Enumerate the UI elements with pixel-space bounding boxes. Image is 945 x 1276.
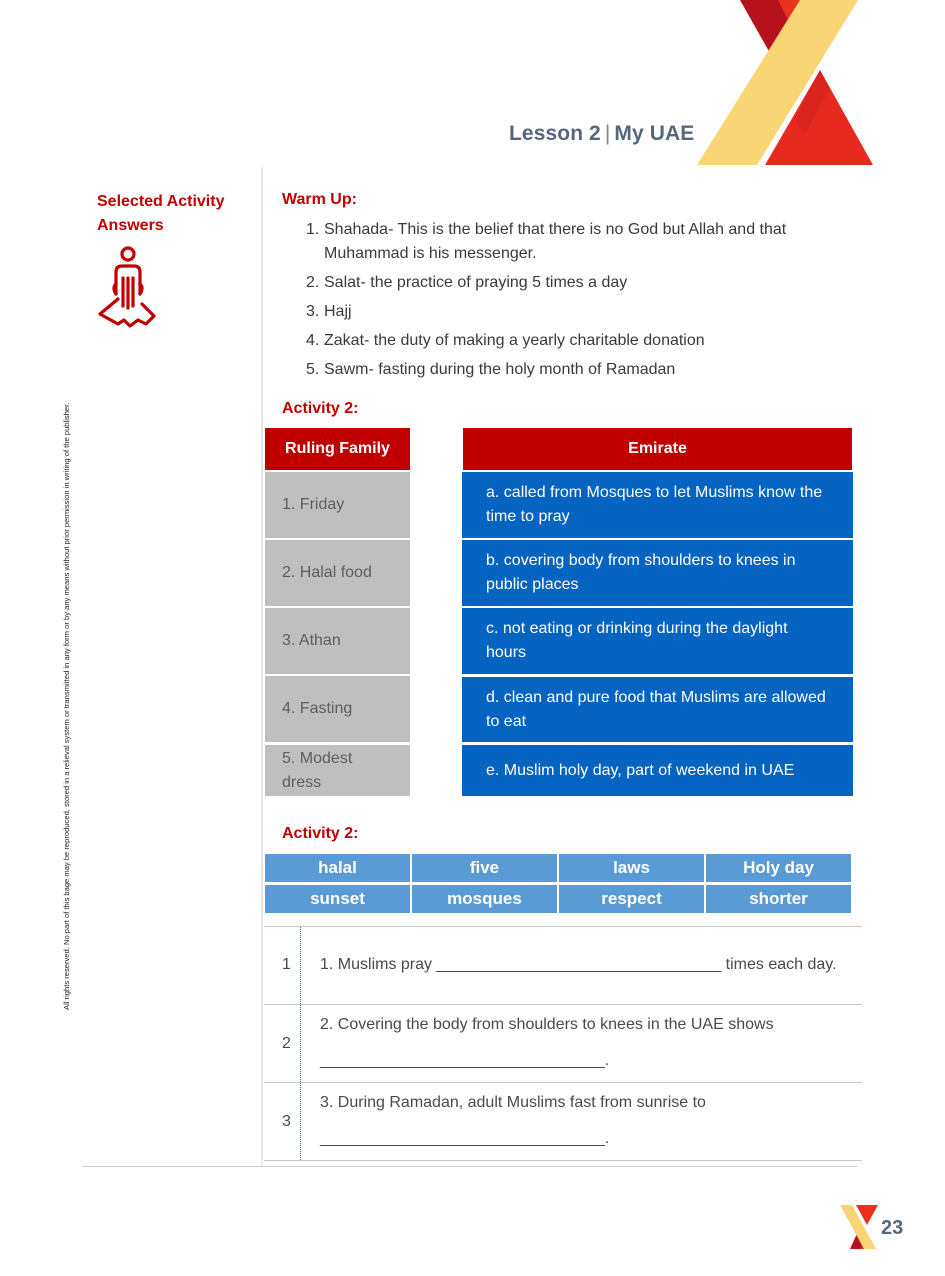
- brand-x-logo: [838, 1205, 883, 1250]
- word-bank-item: five: [412, 854, 557, 882]
- ruling-family-header: Ruling Family: [265, 428, 410, 470]
- answer-blank[interactable]: ________________________________.: [320, 1130, 610, 1147]
- answer-blank[interactable]: ________________________________.: [320, 1052, 610, 1069]
- item-text: Salat- the practice of praying 5 times a day: [324, 274, 628, 291]
- word-bank-item: mosques: [412, 885, 557, 913]
- brand-x-decoration: [690, 0, 890, 170]
- fill-in-row: [264, 1005, 862, 1083]
- fill-in-row: [264, 1083, 862, 1161]
- footer-rule: [82, 1166, 857, 1167]
- item-number: 5.: [306, 361, 320, 378]
- lesson-title: [509, 122, 694, 146]
- margin-line: [300, 927, 301, 1160]
- item-number: 4.: [306, 332, 320, 349]
- fill-in-sentence: 1. Muslims pray ________________________________ times each day.: [320, 956, 837, 973]
- lesson-number: Lesson 2: [509, 122, 601, 145]
- fill-in-sentence: 3. During Ramadan, adult Muslims fast from sunrise to: [320, 1094, 706, 1111]
- match-left-cell: 4. Fasting: [265, 676, 410, 742]
- list-item: [282, 300, 842, 324]
- match-left-cell: 3. Athan: [265, 608, 410, 674]
- match-right-cell: d. clean and pure food that Muslims are allowed to eat: [462, 677, 853, 742]
- fill-in-row: [264, 927, 862, 1005]
- match-right-cell: e. Muslim holy day, part of weekend in UAE: [462, 745, 853, 796]
- word-bank-item: Holy day: [706, 854, 851, 882]
- word-bank-item: sunset: [265, 885, 410, 913]
- match-left-cell: 2. Halal food: [265, 540, 410, 606]
- warm-up-list: [282, 218, 842, 387]
- match-left-cell: 1. Friday: [265, 472, 410, 538]
- item-number: 2.: [306, 274, 320, 291]
- word-bank-item: halal: [265, 854, 410, 882]
- column-divider: [261, 167, 263, 1167]
- match-right-cell: c. not eating or drinking during the daylight hours: [462, 608, 853, 674]
- item-text: Hajj: [324, 303, 352, 320]
- row-number: 2: [282, 1035, 291, 1052]
- word-bank-item: laws: [559, 854, 704, 882]
- match-left-cell: 5. Modest dress: [265, 745, 410, 796]
- emirate-header: Emirate: [463, 428, 852, 470]
- sidebar-title: Selected Activity Answers: [97, 193, 225, 234]
- title-separator: |: [604, 122, 611, 145]
- item-text: Zakat- the duty of making a yearly charitable donation: [324, 332, 705, 349]
- fill-in-sentence: 2. Covering the body from shoulders to knees in the UAE shows: [320, 1016, 774, 1033]
- match-right-cell: a. called from Mosques to let Muslims know the time to pray: [462, 472, 853, 538]
- item-text: Sawm- fasting during the holy month of Ramadan: [324, 361, 676, 378]
- list-item: [282, 271, 842, 295]
- activity-heading: Activity 2:: [282, 400, 359, 417]
- item-number: 1.: [306, 221, 320, 238]
- activity-heading: Activity 2:: [282, 825, 359, 842]
- page-number: 23: [881, 1217, 904, 1239]
- list-item: [282, 218, 842, 266]
- lesson-name: My UAE: [614, 122, 695, 145]
- row-number: 1: [282, 956, 291, 973]
- item-text: Shahada- This is the belief that there is no God but Allah and that Muhammad is his messenger.: [324, 221, 787, 262]
- row-number: 3: [282, 1113, 291, 1130]
- word-bank-item: respect: [559, 885, 704, 913]
- copyright-notice: All rights reserved. No part of this bage may be reproduced, stored in a relieval system or transmitted in any form or by any means without prior permission in writing of the publisher.: [62, 402, 71, 1010]
- word-bank: [265, 854, 851, 913]
- word-bank-item: shorter: [706, 885, 851, 913]
- list-item: [282, 358, 842, 382]
- match-right-cell: b. covering body from shoulders to knees in public places: [462, 540, 853, 606]
- item-number: 3.: [306, 303, 320, 320]
- list-item: [282, 329, 842, 353]
- meditating-person-icon: [96, 244, 160, 332]
- warm-up-heading: Warm Up:: [282, 191, 357, 208]
